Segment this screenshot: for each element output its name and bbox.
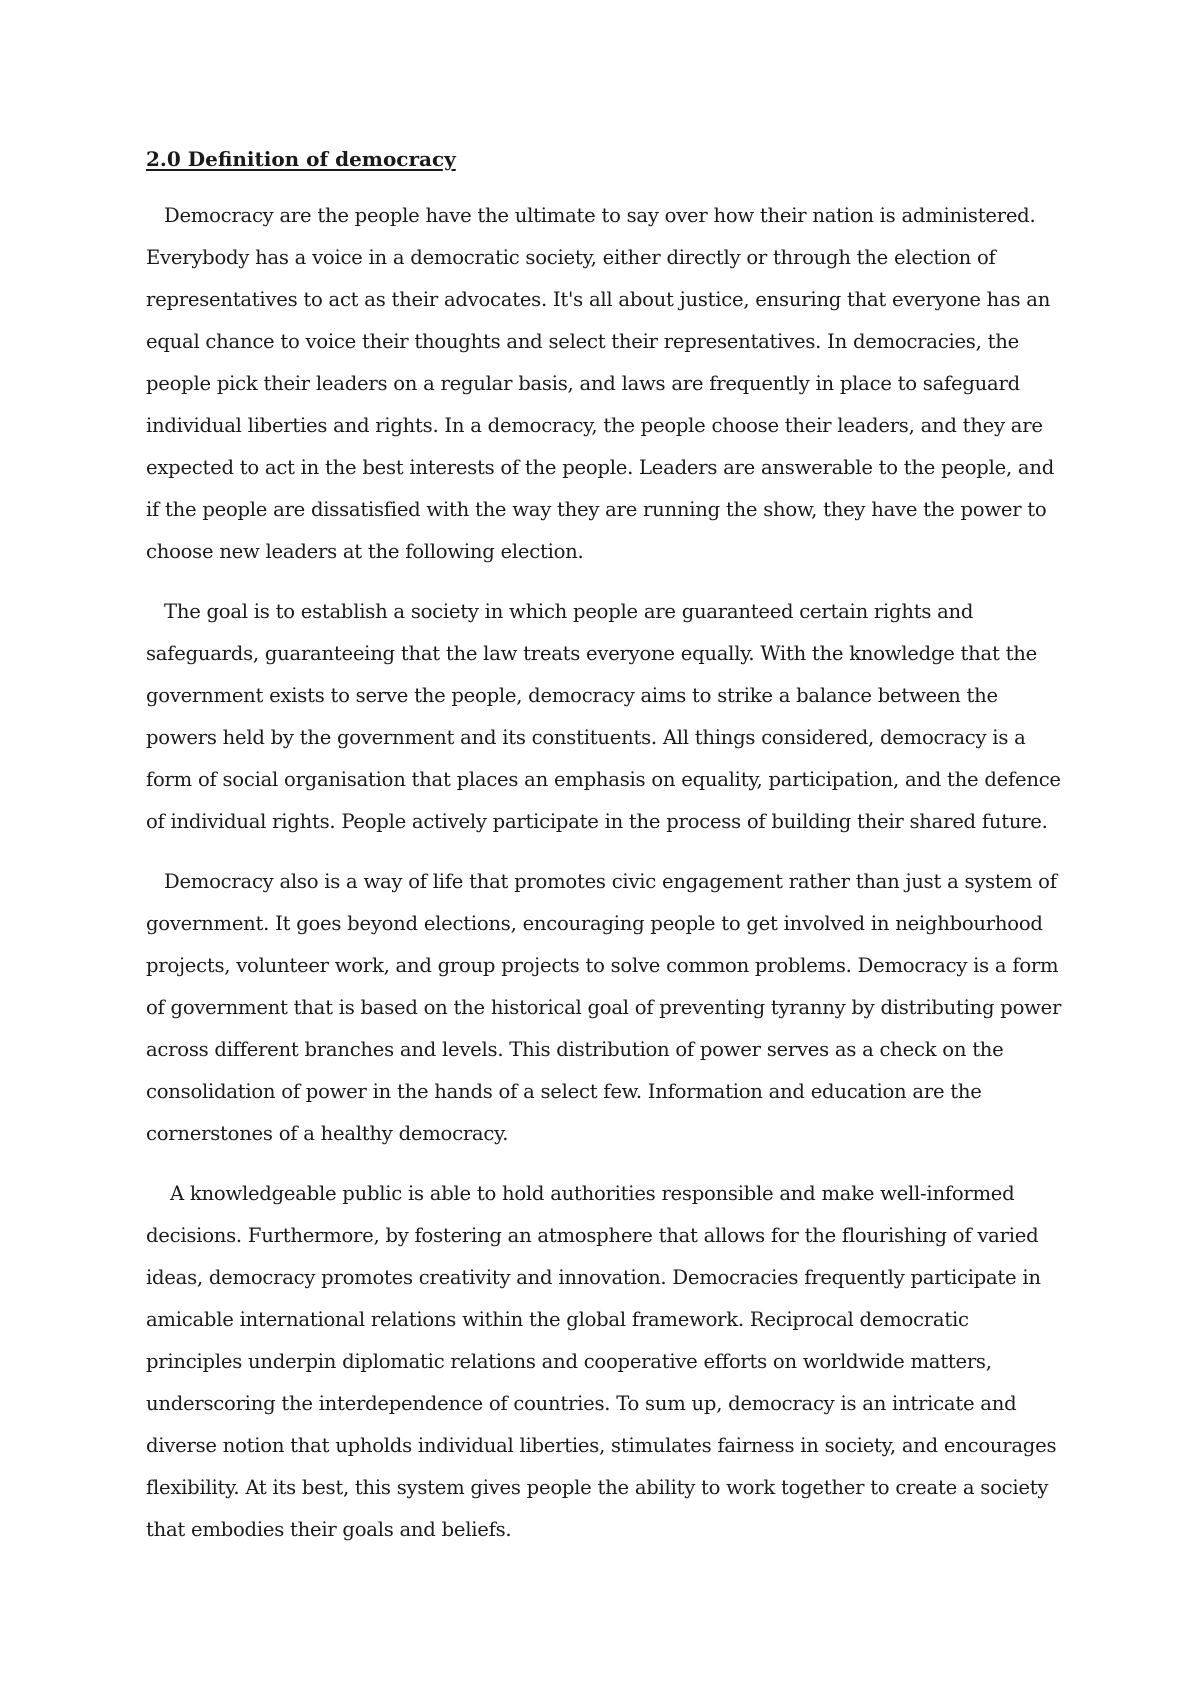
paragraph-4-text: A knowledgeable public is able to hold authorities responsible and make well-informed decisions. Furthermore, by fostering an atmosphere that allows for the flourishing of varied ideas, democracy promotes creativity and innovation. Democracies frequently participate in amicable international relations within the global framework. Reciprocal democratic principles underpin diplomatic relations and cooperative efforts on worldwide matters, underscoring the interdependence of countries. To sum up, democracy is an intricate and diverse notion that upholds individual liberties, stimulates fairness in society, and encourages flexibility. At its best, this system gives people the ability to work together to create a society that embodies their goals and beliefs.	[146, 1182, 1057, 1541]
paragraph-1-text: Democracy are the people have the ultimate to say over how their nation is administered. Everybody has a voice in a democratic society, either directly or through the election of representatives to act as their advocates. It's all about justice, ensuring that everyone has an equal chance to voice their thoughts and select their representatives. In democracies, the people pick their leaders on a regular basis, and laws are frequently in place to safeguard individual liberties and rights. In a democracy, the people choose their leaders, and they are expected to act in the best interests of the people. Leaders are answerable to the people, and if the people are dissatisfied with the way they are running the show, they have the power to choose new leaders at the following election.	[146, 204, 1055, 563]
section-heading: 2.0 Definition of democracy	[146, 147, 456, 171]
paragraph-4	[146, 1173, 1066, 1551]
paragraph-3-text: Democracy also is a way of life that promotes civic engagement rather than just a system of government. It goes beyond elections, encouraging people to get involved in neighbourhood projects, volunteer work, and group projects to solve common problems. Democracy is a form of government that is based on the historical goal of preventing tyranny by distributing power across different branches and levels. This distribution of power serves as a check on the consolidation of power in the hands of a select few. Information and education are the cornerstones of a healthy democracy.	[146, 870, 1062, 1145]
paragraph-2	[146, 591, 1066, 843]
paragraph-2-text: The goal is to establish a society in which people are guaranteed certain rights and safeguards, guaranteeing that the law treats everyone equally. With the knowledge that the government exists to serve the people, democracy aims to strike a balance between the powers held by the government and its constituents. All things considered, democracy is a form of social organisation that places an emphasis on equality, participation, and the defence of individual rights. People actively participate in the process of building their shared future.	[146, 600, 1061, 833]
paragraph-1	[146, 195, 1066, 573]
document-body	[146, 144, 1066, 1569]
paragraph-3	[146, 861, 1066, 1155]
